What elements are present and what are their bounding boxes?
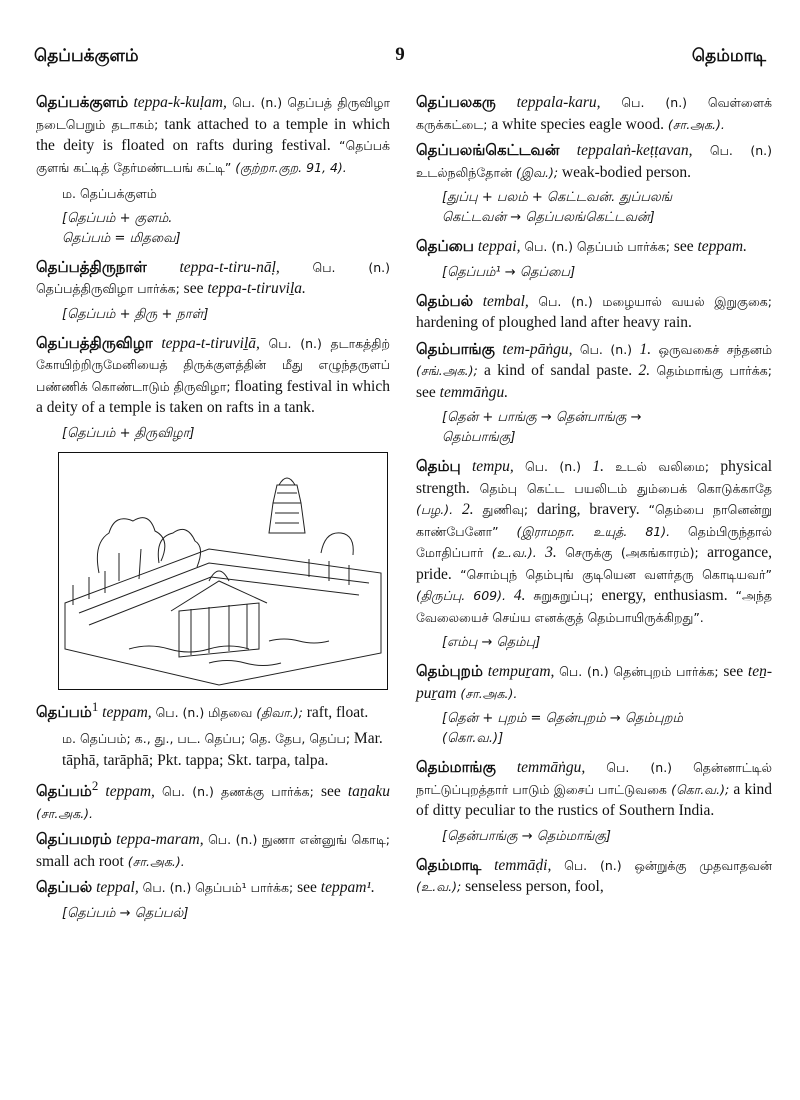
example: தெம்பு கெட்ட பயலிடம் தும்பைக் கொடுக்காதே [479,480,773,496]
tamil-definition: தெப்பத் திருவிழா நடைபெறும் தடாகம்; [36,95,390,132]
part-of-speech: பெ. (n.) [312,259,390,275]
temple-tank-illustration [58,452,388,690]
etymology: [தெப்பம்¹ → தெப்பை] [442,264,576,280]
tamil-definition: உடல் வலிமை; [615,459,710,474]
entry-transliteration: teppalaṅ-keṭṭavan, [576,142,693,159]
entry-transliteration: teppam, [105,783,155,801]
entry-headword: தெப்பமரம் [36,830,112,849]
citation: (இராமநா. உயுத். 81). [516,523,671,539]
english-definition: a white species eagle wood. [491,115,664,133]
entry-transliteration: teppam, [102,703,152,721]
dictionary-entry [36,92,390,178]
etymology-line: தெப்பம் = மிதவை] [62,230,181,246]
citation: (இவ.); [515,164,559,180]
tamil-definition: சுறுசுறுப்பு; [533,588,594,603]
see-label: see [320,783,341,801]
citation: (உ.வ.). [491,545,537,560]
tamil-definition: துணிவு; [482,502,529,517]
citation: (சங்.அக.); [416,363,478,378]
page-header [34,46,766,74]
etymology: [தெப்பம் → தெப்பல்] [62,905,189,921]
dictionary-entry [416,92,772,135]
english-definition: physical strength. [416,458,773,497]
tamil-definition: ஒருவகைச் சந்தனம் [658,341,773,357]
sense-number: 4. [513,587,526,604]
entry-headword: தெம்பாங்கு [416,339,495,358]
part-of-speech: பெ. (n.) [524,239,573,254]
etymology [442,709,772,749]
english-definition: arrogance, pride. [416,544,773,583]
temple-tank-drawing [59,453,387,689]
entry-transliteration: tempuṟam, [487,663,555,680]
running-headword-right: தெம்மாடி [691,46,766,66]
cross-reference: teppam¹. [320,879,375,897]
tamil-definition: தெம்மாங்கு பார்க்க; [656,363,773,378]
etymology [442,408,772,448]
tamil-definition: தென்புறம் பார்க்க; [613,664,719,679]
dictionary-entry [36,829,390,872]
etymology [62,209,390,249]
english-definition: hardening of ploughed land after heavy rain. [416,314,692,331]
part-of-speech: பெ. (n.) [142,880,192,896]
entry-headword: தெப்பத்திருவிழா [36,333,153,352]
left-column [36,92,390,932]
tamil-definition: தெப்பம்¹ பார்க்க; [195,880,294,896]
citation: (கொ.வ.); [671,781,730,797]
etymology: [எம்பு → தெம்பு] [442,635,541,650]
cross-reference: taṉaku [347,783,391,801]
entry-transliteration: teppai, [477,238,521,255]
see-label: see [297,879,317,897]
entry-headword: தெம்பல் [416,291,474,310]
page-number: 9 [395,44,405,65]
english-definition: raft, float. [306,703,369,721]
dictionary-entry [416,661,772,704]
entry-headword: தெம்மாடி [416,855,482,874]
homonym-number: 2 [91,778,99,794]
etymology-line: [தெப்பம் + குளம். [62,210,173,226]
dictionary-entry [416,757,772,822]
entry-headword: தெப்பல் [36,878,93,897]
dictionary-entry [36,333,390,419]
etymology [442,188,772,228]
entry-transliteration: teppa-k-kuḷam, [133,94,227,111]
entry-transliteration: temmāḍi, [494,856,552,874]
etymology-line: (கொ.வ.)] [442,731,504,746]
tamil-definition: வெள்ளைக் கருக்கட்டை; [416,95,772,132]
cognates [62,728,390,771]
dictionary-entry [36,257,390,300]
english-definition: weak-bodied person. [561,163,692,181]
part-of-speech: பெ. (n.) [579,341,633,357]
part-of-speech: பெ. (n.) [538,293,593,309]
tamil-definition: தெப்பம் பார்க்க; [576,239,670,254]
entry-headword: தெப்பலங்கெட்டவன் [416,141,560,159]
cross-reference: teppa-t-tiruviḻa. [207,280,306,297]
part-of-speech: பெ. (n.) [606,760,673,775]
running-headword-left: தெப்பக்குளம் [34,46,139,66]
english-definition: tank attached to a temple in which the deity is floated on rafts during festival. [36,115,390,154]
sense-number: 2. [638,362,651,379]
see-label: see [416,383,436,401]
dictionary-entry [416,456,772,628]
part-of-speech: பெ. (n.) [208,832,258,848]
tamil-definition: தெப்பத்திருவிழா பார்க்க; [36,281,180,296]
etymology-line: [தென் + பாங்கு → தென்பாங்கு → [442,410,642,425]
dictionary-entry [36,877,390,899]
quotation: “தெம்பை நானென்று காண்பேனோ” [416,502,773,539]
homonym-number: 1 [91,698,99,714]
part-of-speech: பெ. (n.) [525,459,582,474]
entry-transliteration: tem-pāṅgu, [502,340,573,358]
citation: (பழ.). [416,502,454,517]
citation: (திருப்பு. 609). [416,588,506,603]
entry-transliteration: teppala-karu, [516,94,601,111]
citation: (சா.அக.). [36,805,94,821]
part-of-speech: பெ. (n.) [162,784,214,800]
part-of-speech: பெ. (n.) [268,335,322,351]
part-of-speech: பெ. (n.) [564,857,622,873]
etymology: [தென்பாங்கு → தெம்மாங்கு] [442,828,611,844]
english-definition: daring, bravery. [537,501,640,518]
cognates: ம. தெப்பக்குளம் [62,186,157,201]
entry-headword: தெம்மாங்கு [416,758,496,776]
sense-number: 1. [592,458,604,475]
part-of-speech: பெ. (n.) [232,95,283,110]
cross-reference: teppam. [697,238,747,255]
citation: (உ.வ.); [416,879,462,894]
part-of-speech: பெ. (n.) [709,143,772,158]
entry-headword: தெம்பு [416,457,461,475]
english-cognates: Mar. tāphā, tarāphā; Pkt. tappa; Skt. tarpa, talpa. [62,730,383,769]
tamil-cognates: ம. தெப்பம்; க., து., பட. தெப்ப; தெ. தேப, தெப்ப; [62,731,351,747]
entry-headword: தெப்பை [416,237,474,255]
dictionary-entry [416,291,772,334]
dictionary-entry [36,775,390,824]
tamil-definition: தடாகத்திற் கோயிற்றிருமேனியைத் திருக்குளத்தின் மீது எழுந்தருளப் பண்ணிக் கொண்டாடும் திருவிழா; [36,335,390,394]
english-definition: a kind of ditty peculiar to the rustics of Southern India. [416,780,772,819]
entry-transliteration: teppal, [96,879,139,897]
dictionary-entry [416,339,772,404]
entry-headword: தெப்பத்திருநாள் [36,257,147,276]
english-definition: small ach root [36,852,124,870]
see-label: see [723,663,744,680]
etymology-line: [தென் + புறம் = தென்புறம் → தெம்புறம் [442,711,683,726]
etymology: [தெப்பம் + திரு + நாள்] [62,306,209,322]
english-definition: energy, enthusiasm. [601,587,728,604]
quotation: “சொம்புந் தெம்புங் குடியென வளர்தரு கொடியவர்” [460,566,772,582]
entry-transliteration: teppa-t-tiruviḻā, [161,334,260,352]
sense-number: 1. [639,340,652,358]
entry-transliteration: temmāṅgu, [516,759,586,776]
etymology: [தெப்பம் + திருவிழா] [62,425,195,441]
citation: (குற்றா.குற. 91, 4). [235,159,347,175]
part-of-speech: பெ. (n.) [155,704,205,720]
etymology-line: [துப்பு + பலம் + கெட்டவன். துப்பலங் [442,190,673,205]
tamil-definition: மிதவை [208,704,253,720]
entry-headword: தெப்பலகரு [416,93,496,111]
etymology-line: கெட்டவன் → தெப்பலங்கெட்டவன்] [442,210,655,225]
tamil-definition: செருக்கு [565,545,613,560]
dictionary-entry [36,696,390,724]
tamil-definition: தணக்கு பார்க்க; [221,784,314,800]
tamil-definition: தென்னாட்டில் நாட்டுப்புறத்தார் பாடும் இசைப் பாட்டுவகை [416,760,772,797]
english-definition: a kind of sandal paste. [484,362,633,379]
sense-number: 3. [545,544,557,561]
quotation: “தெப்பக் குளங் கட்டித் தேர்மண்டபங் கட்டி” [36,138,390,175]
dictionary-entry [416,236,772,258]
tamil-definition: மழையால் வயல் இறுகுகை; [602,293,773,309]
example: தெம்பிருந்தால் மோதிப்பார் [416,523,773,560]
citation: (சா.அக.). [127,853,185,869]
tamil-definition: உடல்நலிந்தோன் [416,164,513,180]
etymology-line: தெம்பாங்கு] [442,430,516,445]
entry-headword: தெம்புறம் [416,662,483,680]
dictionary-entry [416,855,772,898]
citation: (அகங்காரம்); [620,545,699,560]
entry-headword: தெப்பக்குளம் [36,93,129,111]
right-column [416,92,772,903]
entry-transliteration: tembal, [482,292,529,310]
entry-headword: தெப்பம் [36,782,92,801]
citation: (திவா.); [256,704,303,720]
entry-transliteration: teppa-t-tiru-nāḷ, [179,258,280,276]
citation: (சா.அக.). [460,685,518,701]
see-label: see [183,280,204,297]
tamil-definition: நுணா என்னுங் கொடி; [261,832,390,848]
tamil-definition: ஒன்றுக்கு முதவாதவன் [634,857,772,873]
dictionary-entry [416,140,772,183]
part-of-speech: பெ. (n.) [621,95,688,110]
cross-reference: teṉ-puṟam [416,663,773,702]
citation: (சா.அக.). [667,116,725,132]
sense-number: 2. [461,501,474,518]
part-of-speech: பெ. (n.) [559,664,609,679]
entry-transliteration: teppa-maram, [116,831,204,849]
english-definition: senseless person, fool, [465,878,604,895]
quotation: “அந்த வேலையைச் செய்ய எனக்குத் தெம்பாயிருக்கிறது”. [416,588,772,625]
entry-headword: தெப்பம் [36,702,92,721]
entry-transliteration: tempu, [471,458,514,475]
english-definition: floating festival in which a deity of a temple is taken on rafts in a tank. [36,377,390,416]
see-label: see [673,238,694,255]
cross-reference: temmāṅgu. [439,383,509,401]
